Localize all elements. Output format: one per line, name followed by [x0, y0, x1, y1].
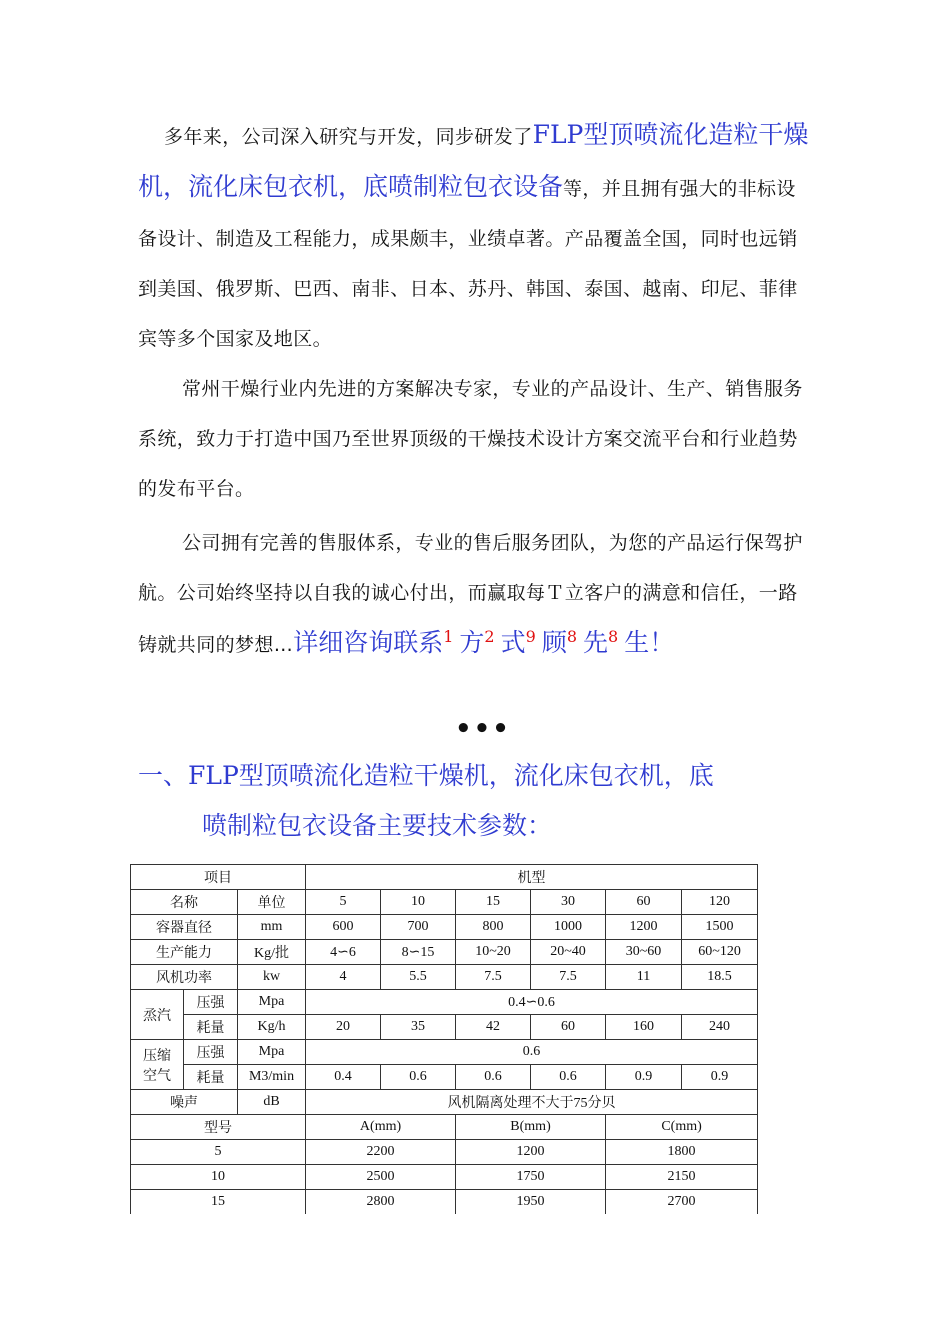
table-header-row: [131, 865, 758, 890]
steam-label: 烝汽: [131, 990, 184, 1040]
dims-header-row: 型号 A(mm) B(mm) C(mm): [131, 1115, 758, 1140]
steam-pressure-row: 烝汽 压强 Mpa 0.4∽0.6: [131, 990, 758, 1015]
air-pressure-row: 压缩 空气 压强 Mpa 0.6: [131, 1040, 758, 1065]
table-row: 15 2800 1950 2700: [131, 1190, 758, 1215]
header-item: 项目: [131, 865, 306, 890]
table-row: 5 2200 1200 1800: [131, 1140, 758, 1165]
header-model: 机型: [306, 865, 758, 890]
capacity-row: 生产能力 Kg/批 4∽6 8∽15 10~20 20~40 30~60 60~120: [131, 940, 758, 965]
contact-digit: 8: [608, 626, 619, 646]
contact-digit: 2: [484, 626, 495, 646]
steam-consumption-row: 耗量 Kg/h 20 35 42 60 160 240: [131, 1015, 758, 1040]
intro-text-end: 等，并且拥有强大的非标设备设计、制造及工程能力，成果颇丰，业绩卓著。产品覆盖全国，同时也远销到美国、俄罗斯、巴西、南非、日本、苏丹、韩国、泰国、越南、印尼、菲律宾等多个国家及地区。: [138, 178, 798, 350]
air-consumption-row: 耗量 M3/min 0.4 0.6 0.6 0.6 0.9 0.9: [131, 1065, 758, 1090]
contact-digit: 1: [443, 626, 454, 646]
name-row: 名称 单位 5 10 15 30 60 120: [131, 890, 758, 915]
ellipsis-dots: •••: [455, 714, 511, 744]
compressed-air-label: 压缩 空气: [131, 1040, 184, 1090]
service-paragraph: [138, 518, 810, 670]
section-heading-line1: 一、FLP型顶喷流化造粒干燥机，流化床包衣机，底: [138, 761, 714, 790]
expert-paragraph: 常州干燥行业内先进的方案解决专家，专业的产品设计、生产、销售服务系统，致力于打造中国乃至世界顶级的干燥技术设计方案交流平台和行业趋势的发布平台。: [138, 378, 803, 500]
spec-table: [130, 864, 758, 1214]
intro-text-start: 多年来，公司深入研究与开发，同步研发了: [164, 126, 533, 148]
container-row: 容器直径 mm 600 700 800 1000 1200 1500: [131, 915, 758, 940]
contact-digit: 9: [525, 626, 536, 646]
table-row: 10 2500 1750 2150: [131, 1165, 758, 1190]
section-heading-line2: 喷制粒包衣设备主要技术参数：: [202, 811, 553, 840]
noise-row: 噪声 dB 风机隔离处理不大于75分贝: [131, 1090, 758, 1115]
intro-paragraph: [138, 110, 810, 364]
contact-line: 详细咨询联系$^1$ 方$^2$ 式$^9$ 顾$^8$ 先$^8$ 生！: [293, 626, 675, 657]
contact-digit: 8: [566, 626, 578, 646]
service-text: 公司拥有完善的售服体系，专业的售后服务团队，为您的产品运行保驾护航。公司始终坚持以自我的诚心付出，而赢取每Ｔ立客户的满意和信任，一路铸就共同的梦想…: [138, 532, 803, 656]
fan-power-row: 风机功率 kw 4 5.5 7.5 7.5 11 18.5: [131, 965, 758, 990]
product-names: FLP型顶喷流化造粒干燥机，流化床包衣机，底喷制粒包衣设备: [138, 120, 809, 201]
